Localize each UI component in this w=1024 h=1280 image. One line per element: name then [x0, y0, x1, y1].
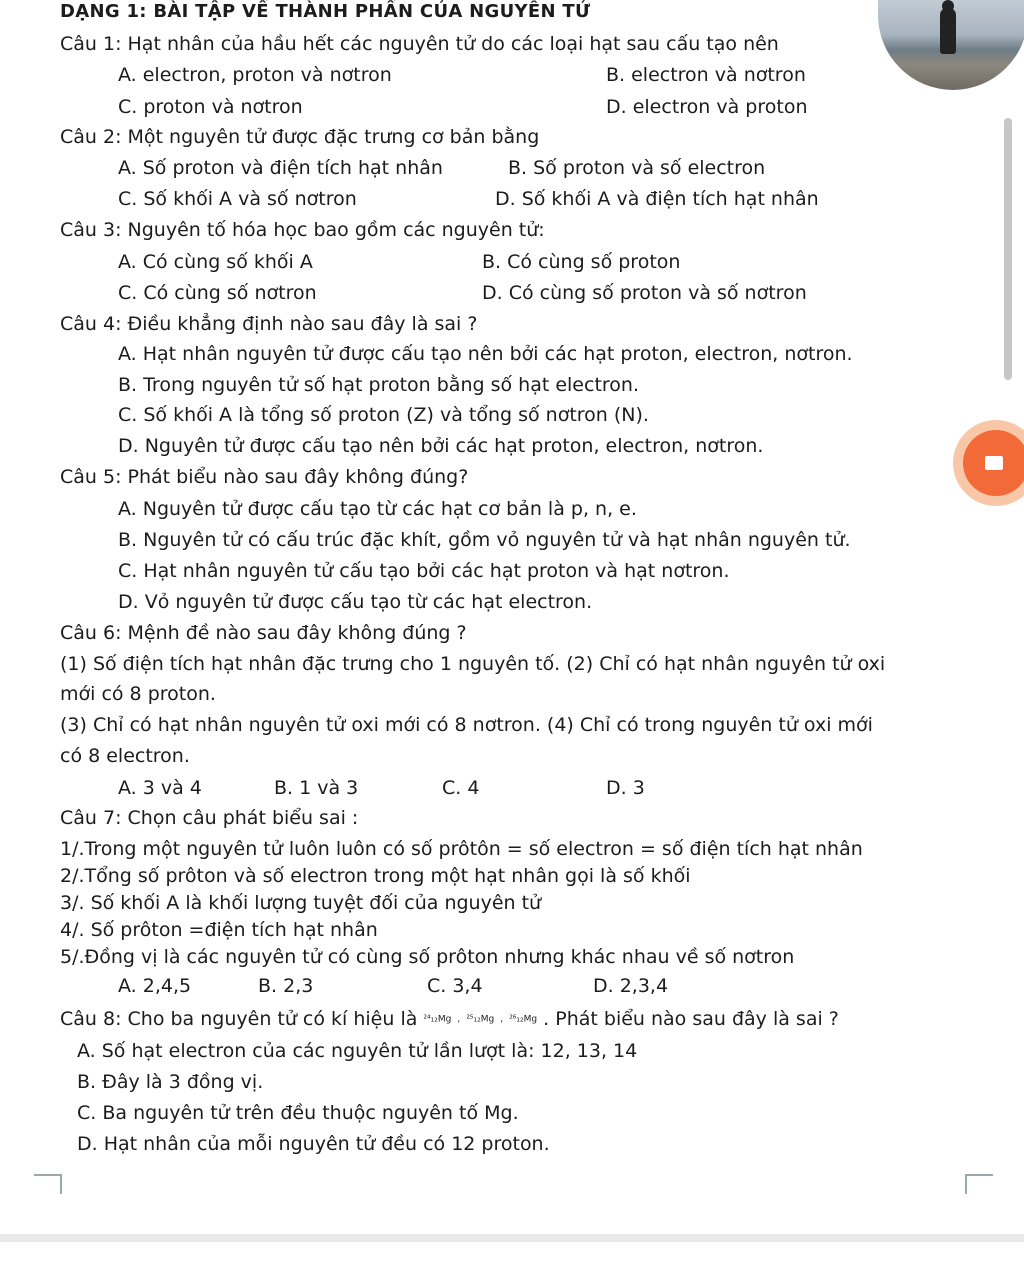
q7-option-c: C. 3,4 — [427, 975, 483, 997]
q2-option-a: A. Số proton và điện tích hạt nhân — [118, 157, 443, 179]
mg-25-symbol: ²⁵₁₂Mg — [466, 1014, 495, 1025]
q7-option-b: B. 2,3 — [258, 975, 314, 997]
q1-option-d: D. electron và proton — [606, 96, 808, 118]
camera-icon — [985, 456, 1003, 470]
q1-option-a: A. electron, proton và nơtron — [118, 64, 392, 86]
q8-option-c: C. Ba nguyên tử trên đều thuộc nguyên tố Mg. — [77, 1102, 519, 1124]
bottom-divider — [0, 1234, 1024, 1242]
q8-option-b: B. Đây là 3 đồng vị. — [77, 1071, 264, 1093]
question-8: Câu 8: Cho ba nguyên tử có kí hiệu là ²⁴₁₂Mg , ²⁵₁₂Mg , ²⁶₁₂Mg . Phát biểu nào sau đây là sai ? — [60, 1008, 839, 1030]
question-2: Câu 2: Một nguyên tử được đặc trưng cơ bản bằng — [60, 126, 540, 148]
q6-statement-line-1: (1) Số điện tích hạt nhân đặc trưng cho 1 nguyên tố. (2) Chỉ có hạt nhân nguyên tử oxi — [60, 653, 886, 675]
q8-option-a: A. Số hạt electron của các nguyên tử lần lượt là: 12, 13, 14 — [77, 1040, 638, 1062]
avatar — [878, 0, 1024, 90]
page-title: DẠNG 1: BÀI TẬP VỀ THÀNH PHẦN CỦA NGUYÊN TỬ — [60, 1, 591, 22]
scrollbar[interactable] — [1004, 118, 1012, 380]
q8-stem-start: Câu 8: Cho ba nguyên tử có kí hiệu là — [60, 1008, 418, 1030]
q3-option-d: D. Có cùng số proton và số nơtron — [482, 282, 807, 304]
q7-option-a: A. 2,4,5 — [118, 975, 192, 997]
q5-option-a: A. Nguyên tử được cấu tạo từ các hạt cơ bản là p, n, e. — [118, 498, 637, 520]
q1-option-c: C. proton và nơtron — [118, 96, 303, 118]
question-6: Câu 6: Mệnh đề nào sau đây không đúng ? — [60, 622, 467, 644]
question-7: Câu 7: Chọn câu phát biểu sai : — [60, 807, 359, 829]
q3-option-b: B. Có cùng số proton — [482, 251, 681, 273]
q7-statement-1: 1/.Trong một nguyên tử luôn luôn có số prôtôn = số electron = số điện tích hạt nhân — [60, 838, 863, 860]
q5-option-c: C. Hạt nhân nguyên tử cấu tạo bởi các hạt proton và hạt nơtron. — [118, 560, 730, 582]
q4-option-c: C. Số khối A là tổng số proton (Z) và tổng số nơtron (N). — [118, 404, 649, 426]
q7-option-d: D. 2,3,4 — [593, 975, 669, 997]
q2-option-c: C. Số khối A và số nơtron — [118, 188, 357, 210]
question-4: Câu 4: Điều khẳng định nào sau đây là sai ? — [60, 313, 478, 335]
q4-option-a: A. Hạt nhân nguyên tử được cấu tạo nên bởi các hạt proton, electron, nơtron. — [118, 343, 853, 365]
q6-statement-line-4: có 8 electron. — [60, 745, 190, 767]
q5-option-b: B. Nguyên tử có cấu trúc đặc khít, gồm vỏ nguyên tử và hạt nhân nguyên tử. — [118, 529, 851, 551]
q7-statement-4: 4/. Số prôton =điện tích hạt nhân — [60, 919, 378, 941]
question-3: Câu 3: Nguyên tố hóa học bao gồm các nguyên tử: — [60, 219, 545, 241]
q8-option-d: D. Hạt nhân của mỗi nguyên tử đều có 12 proton. — [77, 1133, 550, 1155]
q6-option-b: B. 1 và 3 — [274, 777, 359, 799]
q6-statement-line-2: mới có 8 proton. — [60, 683, 216, 705]
q5-option-d: D. Vỏ nguyên tử được cấu tạo từ các hạt electron. — [118, 591, 593, 613]
q4-option-d: D. Nguyên tử được cấu tạo nên bởi các hạt proton, electron, nơtron. — [118, 435, 764, 457]
q7-statement-3: 3/. Số khối A là khối lượng tuyệt đối của nguyên tử — [60, 892, 542, 914]
crop-corner-right — [965, 1174, 993, 1194]
q2-option-d: D. Số khối A và điện tích hạt nhân — [495, 188, 819, 210]
q1-option-b: B. electron và nơtron — [606, 64, 806, 86]
record-button[interactable] — [953, 420, 1024, 506]
q6-option-d: D. 3 — [606, 777, 645, 799]
q7-statement-2: 2/.Tổng số prôton và số electron trong một hạt nhân gọi là số khối — [60, 865, 691, 887]
question-1: Câu 1: Hạt nhân của hầu hết các nguyên tử do các loại hạt sau cấu tạo nên — [60, 33, 779, 55]
q2-option-b: B. Số proton và số electron — [508, 157, 766, 179]
q6-option-a: A. 3 và 4 — [118, 777, 202, 799]
q8-stem-end: . Phát biểu nào sau đây là sai ? — [543, 1008, 839, 1030]
q3-option-a: A. Có cùng số khối A — [118, 251, 313, 273]
q6-statement-line-3: (3) Chỉ có hạt nhân nguyên tử oxi mới có 8 nơtron. (4) Chỉ có trong nguyên tử oxi mới — [60, 714, 873, 736]
q4-option-b: B. Trong nguyên tử số hạt proton bằng số hạt electron. — [118, 374, 639, 396]
q3-option-c: C. Có cùng số nơtron — [118, 282, 317, 304]
crop-corner-left — [34, 1174, 62, 1194]
question-5: Câu 5: Phát biểu nào sau đây không đúng? — [60, 466, 469, 488]
q7-statement-5: 5/.Đồng vị là các nguyên tử có cùng số prôton nhưng khác nhau về số nơtron — [60, 946, 795, 968]
q6-option-c: C. 4 — [442, 777, 480, 799]
mg-24-symbol: ²⁴₁₂Mg — [423, 1014, 452, 1025]
mg-26-symbol: ²⁶₁₂Mg — [509, 1014, 538, 1025]
